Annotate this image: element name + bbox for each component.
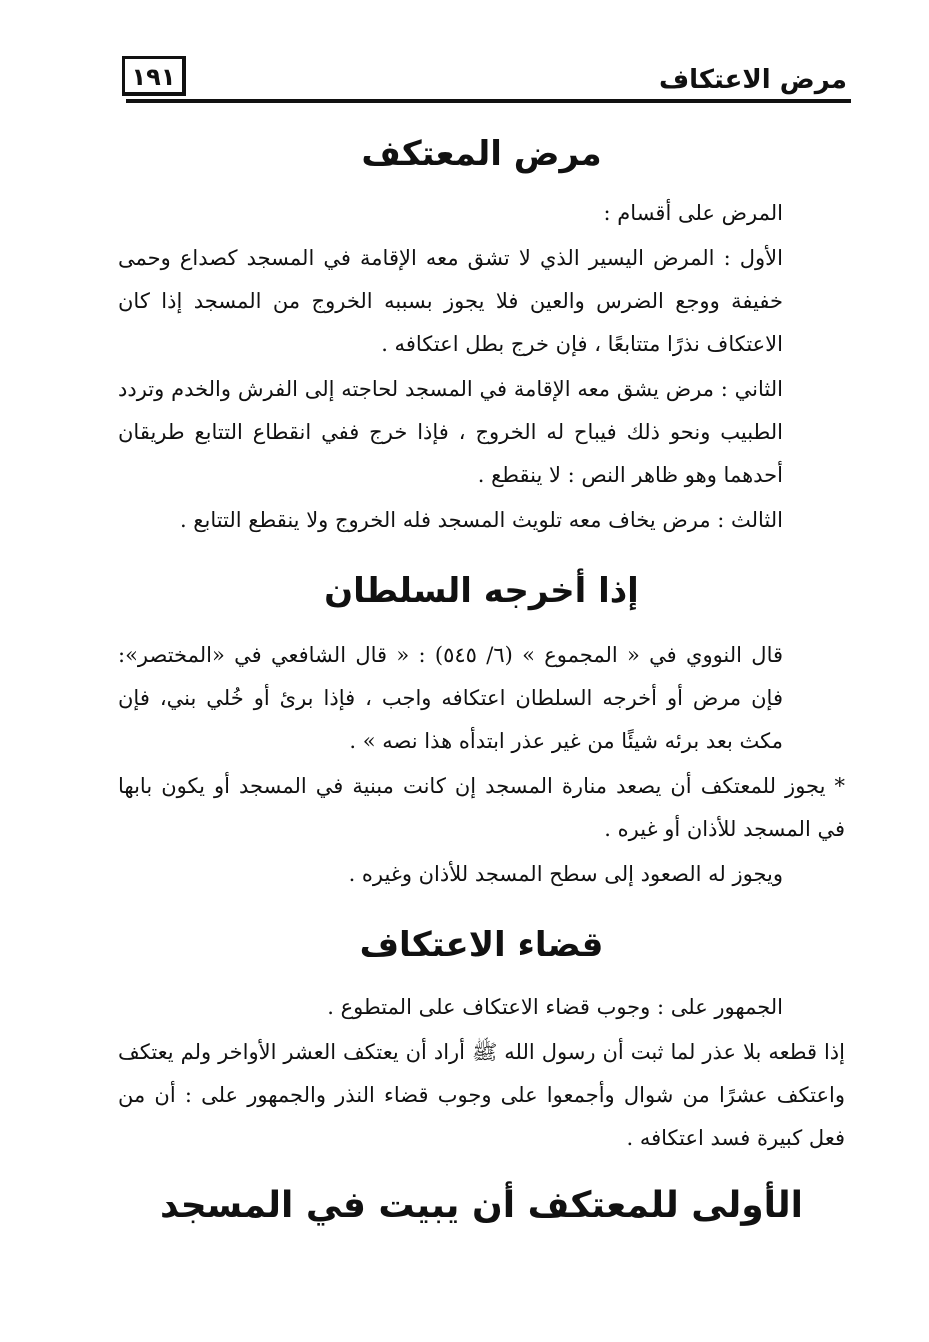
section-heading-makeup: قضاء الاعتكاف xyxy=(359,925,604,965)
paragraph: الأول : المرض اليسير الذي لا تشق معه الإقامة في المسجد كصداع وحمى خفيفة ووجع الضرس والعين فلا يجوز بسببه الخروج من المسجد إذا كان الاعتكاف نذرًا متتابعًا ، فإن خرج بطل اعتكافه . xyxy=(118,246,783,356)
paragraph: الثاني : مرض يشق معه الإقامة في المسجد لحاجته إلى الفرش والخدم وتردد الطبيب ونحو ذلك فيباح له الخروج ، فإذا خرج ففي انقطاع التتابع طريقان أحدهما وهو ظاهر النص : لا ينقطع . xyxy=(118,377,783,487)
paragraph: إذا قطعه بلا عذر لما ثبت أن رسول الله ﷺ أراد أن يعتكف العشر الأواخر ولم يعتكف واعتكف عشرًا من شوال وأجمعوا على وجوب قضاء النذر والجمهور على : أن من فعل كبيرة فسد اعتكافه . xyxy=(118,1040,845,1150)
paragraph: الثالث : مرض يخاف معه تلويث المسجد فله الخروج ولا ينقطع التتابع . xyxy=(179,508,783,532)
section-heading-overnight: الأولى للمعتكف أن يبيت في المسجد xyxy=(160,1185,803,1226)
page-number: ١٩١ xyxy=(122,56,186,96)
page-body xyxy=(118,120,845,1238)
paragraph: ويجوز له الصعود إلى سطح المسجد للأذان وغيره . xyxy=(348,862,783,886)
paragraph: الجمهور على : وجوب قضاء الاعتكاف على المتطوع . xyxy=(327,995,783,1019)
paragraph: * يجوز للمعتكف أن يصعد منارة المسجد إن كانت مبنية في المسجد أو يكون بابها في المسجد للأذان أو غيره . xyxy=(118,774,845,841)
section-heading-illness: مرض المعتكف xyxy=(361,134,602,174)
section-heading-sultan: إذا أخرجه السلطان xyxy=(324,571,639,611)
running-title: مرض الاعتكاف xyxy=(658,65,847,95)
header-rule xyxy=(126,99,851,103)
paragraph: المرض على أقسام : xyxy=(603,201,783,225)
paragraph: قال النووي في « المجموع » (٦/ ٥٤٥) : « قال الشافعي في «المختصر»: فإن مرض أو أخرجه السلطان اعتكافه واجب ، فإذا برئ أو خُلي بني، فإن مكث بعد برئه شيئًا من غير عذر ابتدأه هذا نصه » . xyxy=(118,643,784,753)
